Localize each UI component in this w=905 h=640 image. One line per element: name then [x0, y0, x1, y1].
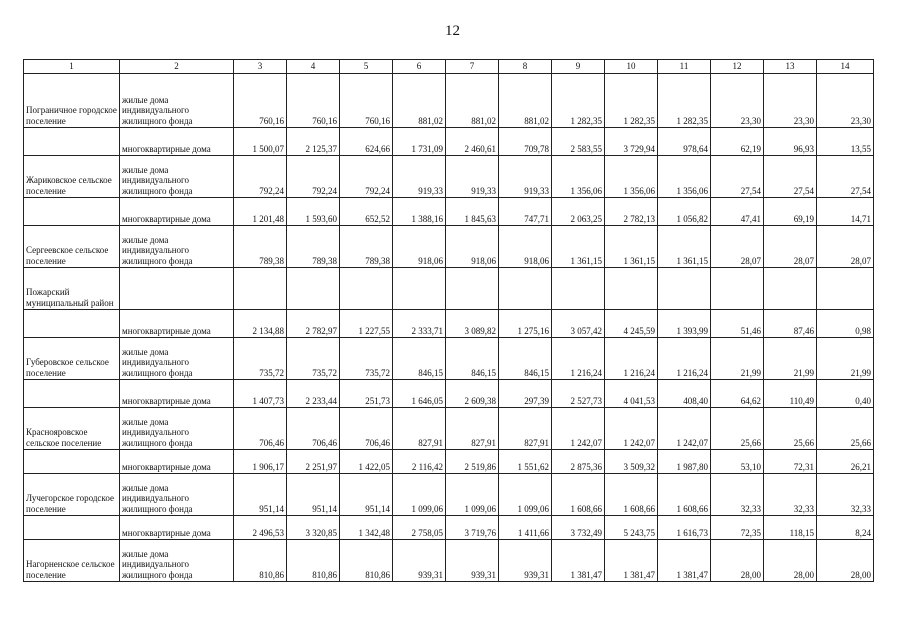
- table-row: [24, 474, 874, 516]
- value-cell-col-6: 827,91: [393, 408, 446, 450]
- value-cell-col-3: [234, 268, 287, 310]
- table-row: [24, 408, 874, 450]
- column-header-9: 9: [552, 60, 605, 74]
- value-cell-col-12: [711, 268, 764, 310]
- value-cell-col-8: 709,78: [499, 128, 552, 156]
- value-cell-col-9: 2 875,36: [552, 450, 605, 474]
- table-row: [24, 450, 874, 474]
- value-cell-col-14: [817, 268, 874, 310]
- value-cell-col-5: [340, 268, 393, 310]
- value-cell-col-3: 789,38: [234, 226, 287, 268]
- value-cell-col-13: 21,99: [764, 338, 817, 380]
- value-cell-col-5: 810,86: [340, 540, 393, 582]
- value-cell-col-8: 881,02: [499, 74, 552, 128]
- settlement-name-cell: Жариковское сельское поселение: [24, 156, 120, 198]
- value-cell-col-6: [393, 268, 446, 310]
- column-header-14: 14: [817, 60, 874, 74]
- tariff-table-container: [23, 59, 873, 582]
- value-cell-col-12: 53,10: [711, 450, 764, 474]
- value-cell-col-14: 14,71: [817, 198, 874, 226]
- housing-type-cell: жилые дома индивидуального жилищного фонда: [120, 540, 234, 582]
- value-cell-col-10: 1 282,35: [605, 74, 658, 128]
- value-cell-col-9: 1 242,07: [552, 408, 605, 450]
- value-cell-col-13: 69,19: [764, 198, 817, 226]
- table-row: [24, 540, 874, 582]
- value-cell-col-6: 1 646,05: [393, 380, 446, 408]
- housing-type-cell: жилые дома индивидуального жилищного фонда: [120, 474, 234, 516]
- table-row: [24, 74, 874, 128]
- housing-type-cell: [120, 268, 234, 310]
- value-cell-col-11: 1 616,73: [658, 516, 711, 540]
- value-cell-col-4: 706,46: [287, 408, 340, 450]
- value-cell-col-7: 846,15: [446, 338, 499, 380]
- value-cell-col-12: 23,30: [711, 74, 764, 128]
- value-cell-col-13: 27,54: [764, 156, 817, 198]
- value-cell-col-13: 32,33: [764, 474, 817, 516]
- value-cell-col-10: 1 361,15: [605, 226, 658, 268]
- value-cell-col-4: 2 233,44: [287, 380, 340, 408]
- settlement-name-cell: [24, 310, 120, 338]
- value-cell-col-12: 72,35: [711, 516, 764, 540]
- value-cell-col-7: 918,06: [446, 226, 499, 268]
- value-cell-col-12: 28,07: [711, 226, 764, 268]
- value-cell-col-5: 706,46: [340, 408, 393, 450]
- value-cell-col-14: 25,66: [817, 408, 874, 450]
- settlement-name-cell: Губеровское сельское поселение: [24, 338, 120, 380]
- column-header-10: 10: [605, 60, 658, 74]
- housing-type-cell: многоквартирные дома: [120, 450, 234, 474]
- housing-type-cell: жилые дома индивидуального жилищного фонда: [120, 338, 234, 380]
- value-cell-col-6: 846,15: [393, 338, 446, 380]
- value-cell-col-8: 1 099,06: [499, 474, 552, 516]
- settlement-name-cell: [24, 450, 120, 474]
- value-cell-col-4: 2 251,97: [287, 450, 340, 474]
- value-cell-col-11: 1 361,15: [658, 226, 711, 268]
- value-cell-col-10: [605, 268, 658, 310]
- value-cell-col-11: 1 381,47: [658, 540, 711, 582]
- value-cell-col-12: 25,66: [711, 408, 764, 450]
- value-cell-col-6: 2 116,42: [393, 450, 446, 474]
- value-cell-col-14: 28,07: [817, 226, 874, 268]
- value-cell-col-6: 881,02: [393, 74, 446, 128]
- value-cell-col-13: 118,15: [764, 516, 817, 540]
- value-cell-col-11: 1 282,35: [658, 74, 711, 128]
- housing-type-cell: жилые дома индивидуального жилищного фонда: [120, 408, 234, 450]
- settlement-name-cell: [24, 380, 120, 408]
- column-header-7: 7: [446, 60, 499, 74]
- value-cell-col-4: 810,86: [287, 540, 340, 582]
- housing-type-cell: жилые дома индивидуального жилищного фонда: [120, 226, 234, 268]
- value-cell-col-5: 624,66: [340, 128, 393, 156]
- value-cell-col-6: 939,31: [393, 540, 446, 582]
- table-row: [24, 516, 874, 540]
- tariff-table: [23, 59, 874, 582]
- value-cell-col-13: 96,93: [764, 128, 817, 156]
- table-body: [24, 74, 874, 582]
- value-cell-col-12: 21,99: [711, 338, 764, 380]
- value-cell-col-12: 47,41: [711, 198, 764, 226]
- housing-type-cell: многоквартирные дома: [120, 380, 234, 408]
- value-cell-col-4: 3 320,85: [287, 516, 340, 540]
- value-cell-col-11: 1 608,66: [658, 474, 711, 516]
- table-row: [24, 128, 874, 156]
- value-cell-col-12: 51,46: [711, 310, 764, 338]
- value-cell-col-11: [658, 268, 711, 310]
- value-cell-col-13: 110,49: [764, 380, 817, 408]
- value-cell-col-9: 1 361,15: [552, 226, 605, 268]
- value-cell-col-8: 1 275,16: [499, 310, 552, 338]
- value-cell-col-5: 1 342,48: [340, 516, 393, 540]
- value-cell-col-14: 0,98: [817, 310, 874, 338]
- value-cell-col-10: 4 041,53: [605, 380, 658, 408]
- value-cell-col-14: 27,54: [817, 156, 874, 198]
- column-header-12: 12: [711, 60, 764, 74]
- value-cell-col-5: 760,16: [340, 74, 393, 128]
- value-cell-col-13: 25,66: [764, 408, 817, 450]
- value-cell-col-12: 28,00: [711, 540, 764, 582]
- column-header-4: 4: [287, 60, 340, 74]
- value-cell-col-12: 62,19: [711, 128, 764, 156]
- value-cell-col-4: 2 125,37: [287, 128, 340, 156]
- value-cell-col-3: 1 500,07: [234, 128, 287, 156]
- column-header-13: 13: [764, 60, 817, 74]
- settlement-name-cell: Пограничное городское поселение: [24, 74, 120, 128]
- column-header-1: 1: [24, 60, 120, 74]
- value-cell-col-14: 0,40: [817, 380, 874, 408]
- value-cell-col-13: 23,30: [764, 74, 817, 128]
- value-cell-col-13: 28,07: [764, 226, 817, 268]
- value-cell-col-7: 939,31: [446, 540, 499, 582]
- value-cell-col-14: 23,30: [817, 74, 874, 128]
- settlement-name-cell: Лучегорское городское поселение: [24, 474, 120, 516]
- value-cell-col-9: 3 732,49: [552, 516, 605, 540]
- column-header-2: 2: [120, 60, 234, 74]
- value-cell-col-4: 735,72: [287, 338, 340, 380]
- column-header-3: 3: [234, 60, 287, 74]
- value-cell-col-10: 5 243,75: [605, 516, 658, 540]
- value-cell-col-10: 3 509,32: [605, 450, 658, 474]
- settlement-name-cell: Сергеевское сельское поселение: [24, 226, 120, 268]
- value-cell-col-8: 919,33: [499, 156, 552, 198]
- value-cell-col-7: 1 099,06: [446, 474, 499, 516]
- value-cell-col-4: 760,16: [287, 74, 340, 128]
- table-row: [24, 380, 874, 408]
- value-cell-col-7: 2 609,38: [446, 380, 499, 408]
- value-cell-col-8: 1 411,66: [499, 516, 552, 540]
- value-cell-col-8: 747,71: [499, 198, 552, 226]
- value-cell-col-6: 1 388,16: [393, 198, 446, 226]
- value-cell-col-11: 978,64: [658, 128, 711, 156]
- value-cell-col-7: 2 519,86: [446, 450, 499, 474]
- value-cell-col-5: 251,73: [340, 380, 393, 408]
- column-header-6: 6: [393, 60, 446, 74]
- housing-type-cell: многоквартирные дома: [120, 198, 234, 226]
- value-cell-col-14: 21,99: [817, 338, 874, 380]
- column-header-11: 11: [658, 60, 711, 74]
- value-cell-col-3: 735,72: [234, 338, 287, 380]
- value-cell-col-5: 789,38: [340, 226, 393, 268]
- value-cell-col-9: 3 057,42: [552, 310, 605, 338]
- value-cell-col-8: 1 551,62: [499, 450, 552, 474]
- value-cell-col-3: 1 201,48: [234, 198, 287, 226]
- value-cell-col-9: 1 608,66: [552, 474, 605, 516]
- table-row: [24, 156, 874, 198]
- value-cell-col-14: 28,00: [817, 540, 874, 582]
- value-cell-col-3: 792,24: [234, 156, 287, 198]
- value-cell-col-9: 2 583,55: [552, 128, 605, 156]
- value-cell-col-6: 1 731,09: [393, 128, 446, 156]
- value-cell-col-6: 919,33: [393, 156, 446, 198]
- settlement-name-cell: [24, 516, 120, 540]
- value-cell-col-4: [287, 268, 340, 310]
- value-cell-col-5: 951,14: [340, 474, 393, 516]
- value-cell-col-9: [552, 268, 605, 310]
- value-cell-col-3: 1 906,17: [234, 450, 287, 474]
- housing-type-cell: многоквартирные дома: [120, 310, 234, 338]
- housing-type-cell: жилые дома индивидуального жилищного фонда: [120, 74, 234, 128]
- value-cell-col-11: 1 056,82: [658, 198, 711, 226]
- value-cell-col-14: 13,55: [817, 128, 874, 156]
- value-cell-col-12: 27,54: [711, 156, 764, 198]
- value-cell-col-12: 64,62: [711, 380, 764, 408]
- value-cell-col-10: 3 729,94: [605, 128, 658, 156]
- value-cell-col-6: 2 758,05: [393, 516, 446, 540]
- value-cell-col-9: 2 063,25: [552, 198, 605, 226]
- value-cell-col-9: 1 282,35: [552, 74, 605, 128]
- value-cell-col-3: 1 407,73: [234, 380, 287, 408]
- column-header-5: 5: [340, 60, 393, 74]
- value-cell-col-9: 1 356,06: [552, 156, 605, 198]
- value-cell-col-3: 810,86: [234, 540, 287, 582]
- value-cell-col-8: 827,91: [499, 408, 552, 450]
- value-cell-col-3: 2 496,53: [234, 516, 287, 540]
- table-row: [24, 338, 874, 380]
- value-cell-col-7: 827,91: [446, 408, 499, 450]
- settlement-name-cell: Пожарский муниципальный район: [24, 268, 120, 310]
- value-cell-col-7: 3 089,82: [446, 310, 499, 338]
- value-cell-col-3: 760,16: [234, 74, 287, 128]
- value-cell-col-11: 1 242,07: [658, 408, 711, 450]
- value-cell-col-14: 8,24: [817, 516, 874, 540]
- value-cell-col-13: [764, 268, 817, 310]
- table-row: [24, 226, 874, 268]
- value-cell-col-8: [499, 268, 552, 310]
- value-cell-col-13: 72,31: [764, 450, 817, 474]
- value-cell-col-7: 881,02: [446, 74, 499, 128]
- value-cell-col-3: 951,14: [234, 474, 287, 516]
- value-cell-col-9: 2 527,73: [552, 380, 605, 408]
- value-cell-col-5: 1 227,55: [340, 310, 393, 338]
- value-cell-col-6: 1 099,06: [393, 474, 446, 516]
- value-cell-col-11: 408,40: [658, 380, 711, 408]
- value-cell-col-11: 1 393,99: [658, 310, 711, 338]
- value-cell-col-14: 26,21: [817, 450, 874, 474]
- value-cell-col-11: 1 356,06: [658, 156, 711, 198]
- value-cell-col-6: 2 333,71: [393, 310, 446, 338]
- housing-type-cell: жилые дома индивидуального жилищного фонда: [120, 156, 234, 198]
- value-cell-col-4: 1 593,60: [287, 198, 340, 226]
- value-cell-col-10: 1 216,24: [605, 338, 658, 380]
- value-cell-col-9: 1 216,24: [552, 338, 605, 380]
- value-cell-col-14: 32,33: [817, 474, 874, 516]
- column-header-8: 8: [499, 60, 552, 74]
- value-cell-col-7: 919,33: [446, 156, 499, 198]
- value-cell-col-8: 918,06: [499, 226, 552, 268]
- value-cell-col-11: 1 987,80: [658, 450, 711, 474]
- page-number: 12: [445, 23, 460, 39]
- value-cell-col-10: 1 381,47: [605, 540, 658, 582]
- value-cell-col-8: 939,31: [499, 540, 552, 582]
- value-cell-col-4: 792,24: [287, 156, 340, 198]
- value-cell-col-10: 1 242,07: [605, 408, 658, 450]
- settlement-name-cell: [24, 128, 120, 156]
- value-cell-col-4: 789,38: [287, 226, 340, 268]
- value-cell-col-4: 2 782,97: [287, 310, 340, 338]
- value-cell-col-7: 1 845,63: [446, 198, 499, 226]
- value-cell-col-13: 28,00: [764, 540, 817, 582]
- value-cell-col-5: 652,52: [340, 198, 393, 226]
- settlement-name-cell: Краснояровское сельское поселение: [24, 408, 120, 450]
- value-cell-col-8: 846,15: [499, 338, 552, 380]
- value-cell-col-13: 87,46: [764, 310, 817, 338]
- value-cell-col-10: 1 356,06: [605, 156, 658, 198]
- value-cell-col-10: 2 782,13: [605, 198, 658, 226]
- value-cell-col-5: 735,72: [340, 338, 393, 380]
- table-row: [24, 310, 874, 338]
- table-row: [24, 198, 874, 226]
- value-cell-col-7: [446, 268, 499, 310]
- value-cell-col-3: 2 134,88: [234, 310, 287, 338]
- value-cell-col-10: 4 245,59: [605, 310, 658, 338]
- value-cell-col-8: 297,39: [499, 380, 552, 408]
- value-cell-col-6: 918,06: [393, 226, 446, 268]
- value-cell-col-4: 951,14: [287, 474, 340, 516]
- value-cell-col-10: 1 608,66: [605, 474, 658, 516]
- value-cell-col-7: 3 719,76: [446, 516, 499, 540]
- value-cell-col-5: 1 422,05: [340, 450, 393, 474]
- header-row: [24, 60, 874, 74]
- settlement-name-cell: [24, 198, 120, 226]
- housing-type-cell: многоквартирные дома: [120, 128, 234, 156]
- settlement-name-cell: Нагорненское сельское поселение: [24, 540, 120, 582]
- value-cell-col-12: 32,33: [711, 474, 764, 516]
- housing-type-cell: многоквартирные дома: [120, 516, 234, 540]
- value-cell-col-11: 1 216,24: [658, 338, 711, 380]
- value-cell-col-3: 706,46: [234, 408, 287, 450]
- value-cell-col-5: 792,24: [340, 156, 393, 198]
- value-cell-col-9: 1 381,47: [552, 540, 605, 582]
- table-row: [24, 268, 874, 310]
- value-cell-col-7: 2 460,61: [446, 128, 499, 156]
